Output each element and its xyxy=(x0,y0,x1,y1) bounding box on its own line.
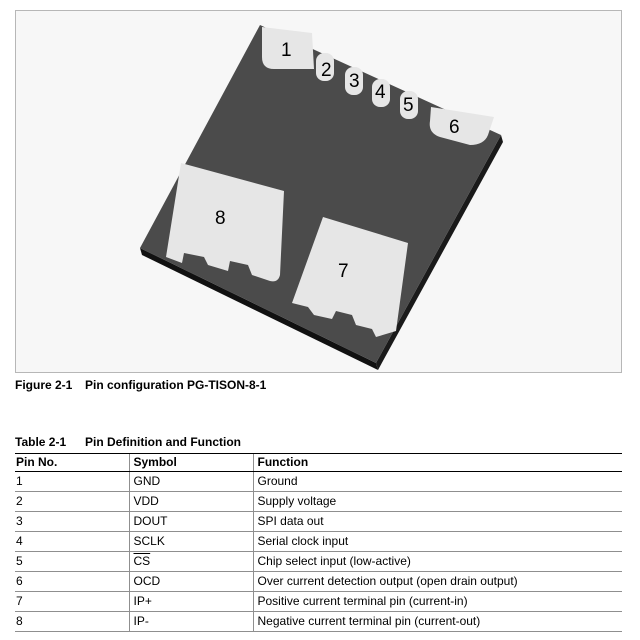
cell-pin: 8 xyxy=(15,612,129,632)
cell-symbol: $\overline{CS}$ xyxy=(129,552,253,572)
pin-label-7: 7 xyxy=(338,261,349,282)
cell-pin: 3 xyxy=(15,512,129,532)
cell-function: Supply voltage xyxy=(253,492,622,512)
header-symbol: Symbol xyxy=(129,454,253,472)
cell-symbol: GND xyxy=(129,472,253,492)
cell-function: Serial clock input xyxy=(253,532,622,552)
cell-symbol: IP- xyxy=(129,612,253,632)
pin-label-2: 2 xyxy=(321,60,332,81)
pin-label-4: 4 xyxy=(375,82,386,103)
cell-pin: 6 xyxy=(15,572,129,592)
header-function: Function xyxy=(253,454,622,472)
cell-symbol: VDD xyxy=(129,492,253,512)
cell-pin: 2 xyxy=(15,492,129,512)
table-row xyxy=(15,472,622,492)
cell-symbol: SCLK xyxy=(129,532,253,552)
table-header-row xyxy=(15,454,622,472)
table-number: Table 2-1 xyxy=(15,435,67,449)
cell-pin: 1 xyxy=(15,472,129,492)
figure-caption xyxy=(15,378,266,392)
table-row xyxy=(15,532,622,552)
cell-symbol: OCD xyxy=(129,572,253,592)
table-row xyxy=(15,512,622,532)
cell-function: Chip select input (low-active) xyxy=(253,552,622,572)
cell-function: Over current detection output (open drain output) xyxy=(253,572,622,592)
package-figure xyxy=(15,10,622,373)
table-row xyxy=(15,592,622,612)
pin-label-5: 5 xyxy=(403,95,414,116)
pin-label-1: 1 xyxy=(281,40,292,61)
pin-label-6: 6 xyxy=(449,117,460,138)
pin-definition-table xyxy=(15,453,622,632)
table-row xyxy=(15,492,622,512)
cell-function: Positive current terminal pin (current-in) xyxy=(253,592,622,612)
package-illustration xyxy=(16,11,623,374)
pin-label-8: 8 xyxy=(215,208,226,229)
cell-function: SPI data out xyxy=(253,512,622,532)
cell-pin: 7 xyxy=(15,592,129,612)
table-title: Pin Definition and Function xyxy=(85,435,241,449)
table-row xyxy=(15,612,622,632)
cell-pin: 5 xyxy=(15,552,129,572)
cell-pin: 4 xyxy=(15,532,129,552)
figure-number: Figure 2-1 xyxy=(15,378,73,392)
cell-function: Ground xyxy=(253,472,622,492)
table-row xyxy=(15,572,622,592)
header-pin-no: Pin No. xyxy=(15,454,129,472)
table-row xyxy=(15,552,622,572)
cell-symbol: DOUT xyxy=(129,512,253,532)
cell-function: Negative current terminal pin (current-out) xyxy=(253,612,622,632)
pin-label-3: 3 xyxy=(349,71,360,92)
figure-title: Pin configuration PG-TISON-8-1 xyxy=(85,378,267,392)
cell-symbol: IP+ xyxy=(129,592,253,612)
table-caption xyxy=(15,435,241,449)
